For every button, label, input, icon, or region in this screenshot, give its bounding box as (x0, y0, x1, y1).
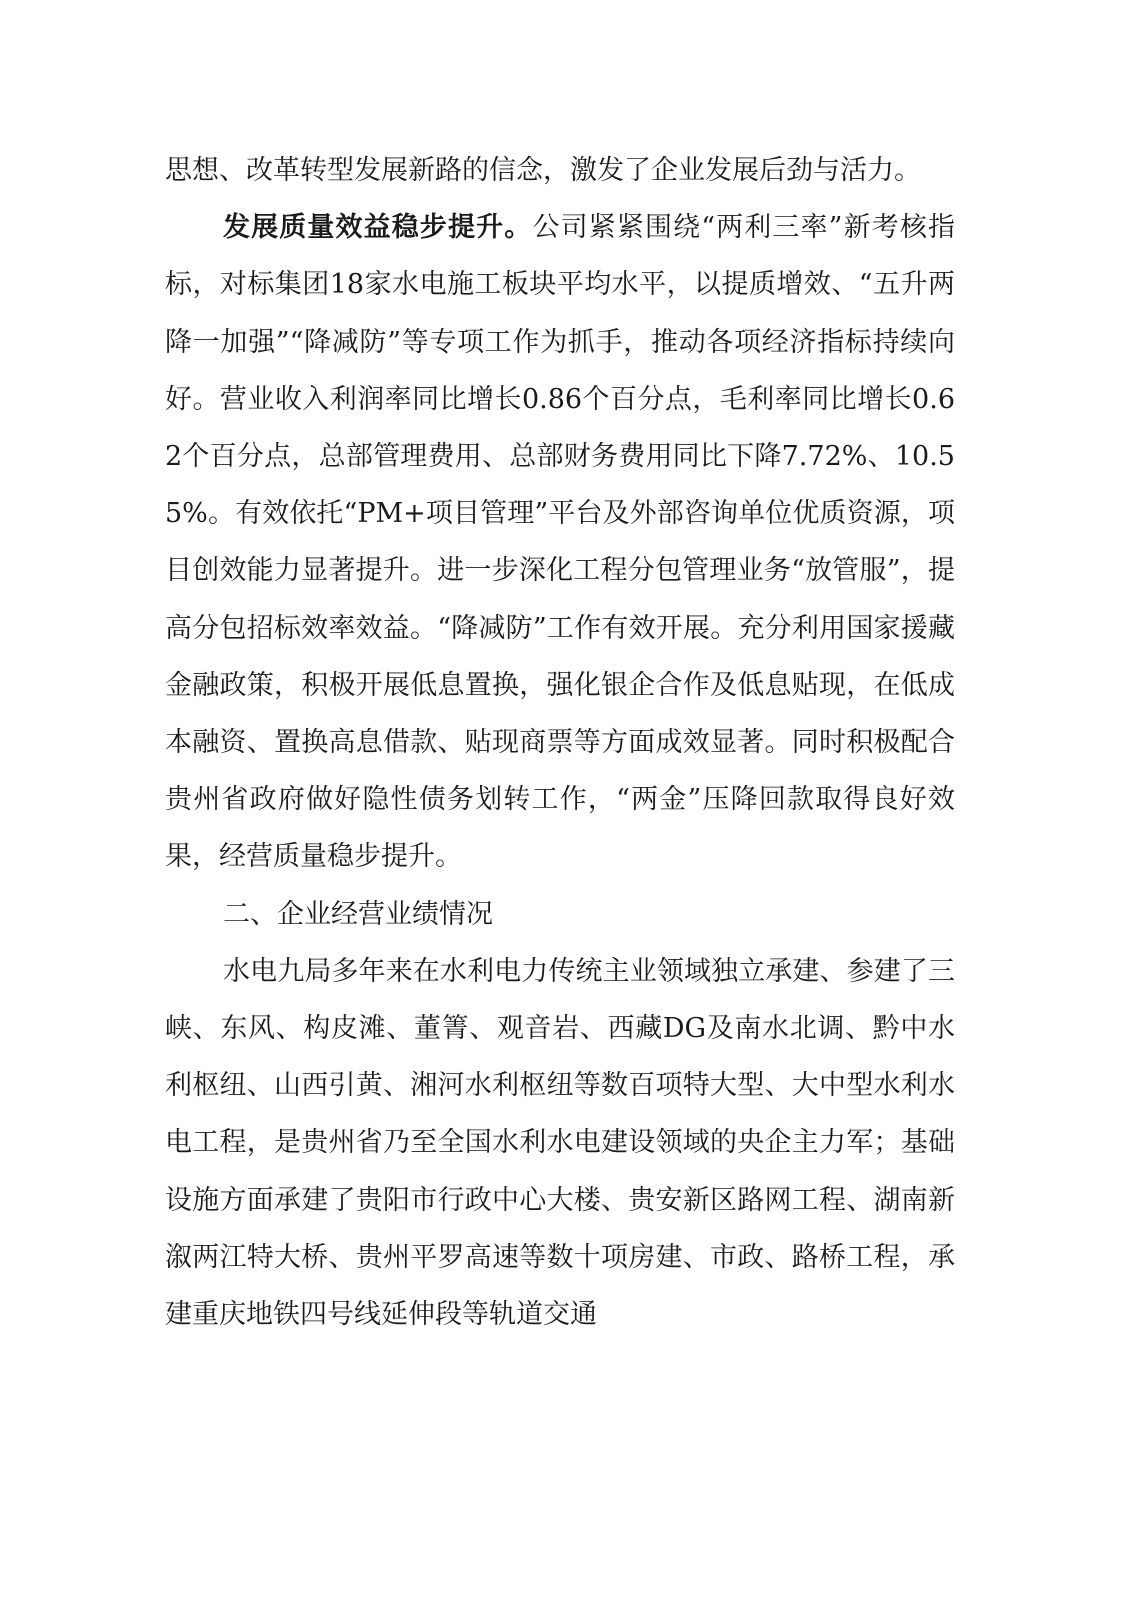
paragraph-body-text: 公司紧紧围绕“两利三率”新考核指标，对标集团18家水电施工板块平均水平，以提质增效、“五升两降一加强”“降减防”等专项工作为抓手，推动各项经济指标持续向好。营业收入利润率同比增长0.86个百分点，毛利率同比增长0.62个百分点，总部管理费用、总部财务费用同比下降7.72%、10.55%。有效依托“PM+项目管理”平台及外部咨询单位优质资源，项目创效能力显著提升。进一步深化工程分包管理业务“放管服”，提高分包招标效率效益。“降减防”工作有效开展。充分利用国家援藏金融政策，积极开展低息置换，强化银企合作及低息贴现，在低成本融资、置换高息借款、贴现商票等方面成效显著。同时积极配合贵州省政府做好隐性债务划转工作，“两金”压降回款取得良好效果，经营质量稳步提升。 (165, 212, 955, 873)
document-body (165, 142, 955, 1343)
paragraph-lead-heading: 发展质量效益稳步提升。 (223, 212, 533, 244)
paragraph-quality-benefit (165, 199, 955, 885)
paragraph-business-performance: 水电九局多年来在水利电力传统主业领域独立承建、参建了三峡、东风、构皮滩、董箐、观音岩、西藏DG及南水北调、黔中水利枢纽、山西引黄、湘河水利枢纽等数百项特大型、大中型水利水电工程，是贵州省乃至全国水利水电建设领域的央企主力军；基础设施方面承建了贵阳市行政中心大楼、贵安新区路网工程、湖南新溆两江特大桥、贵州平罗高速等数十项房建、市政、路桥工程，承建重庆地铁四号线延伸段等轨道交通 (165, 955, 955, 1331)
section-heading: 二、企业经营业绩情况 (223, 898, 493, 930)
paragraph-continuation: 思想、改革转型发展新路的信念，激发了企业发展后劲与活力。 (165, 155, 921, 186)
